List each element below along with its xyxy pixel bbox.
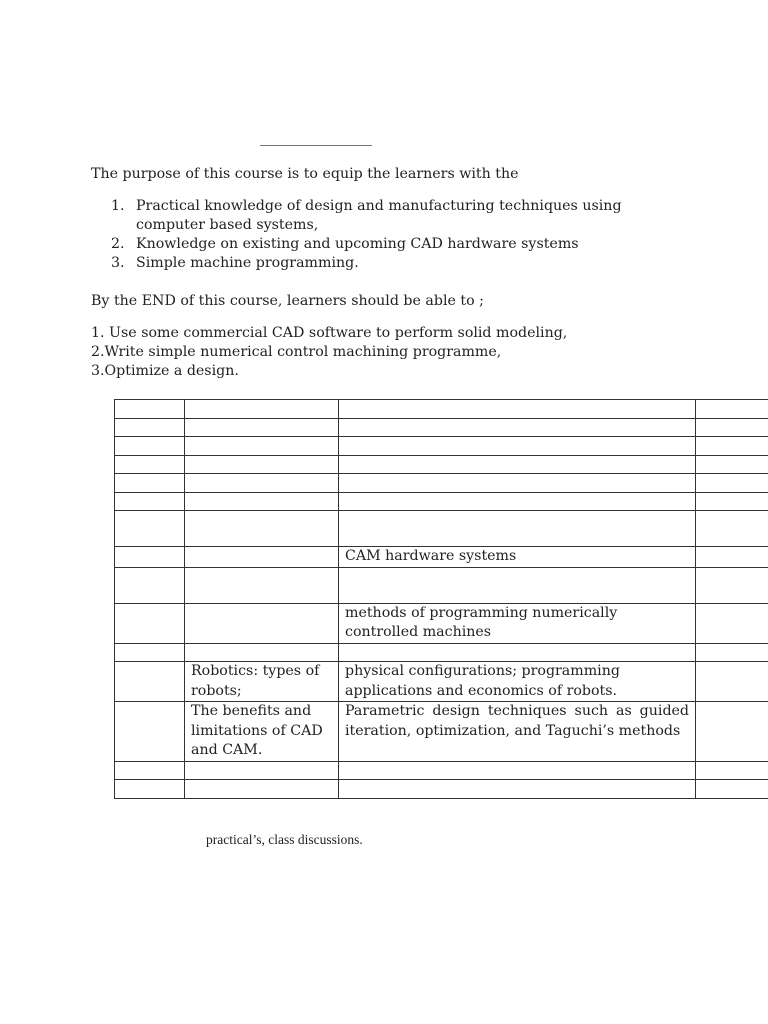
list-item-text: Simple machine programming. [136,255,359,271]
table-cell [185,643,339,662]
table-cell [696,662,768,702]
table-cell [696,567,768,603]
table-cell [696,418,768,437]
table-cell [115,455,185,474]
list-number: 3. [111,255,125,271]
learning-outcomes [91,324,567,381]
table-cell: The benefits and limitations of CAD and CAM. [185,702,339,762]
table-row [115,418,768,437]
table-cell [696,547,768,568]
table-cell: CAM hardware systems [339,547,696,568]
list-number: 1. [111,198,125,214]
table-cell [696,400,768,419]
table-cell [185,455,339,474]
table-cell [696,603,768,643]
table-row [115,702,768,762]
outcome-line: 1. Use some commercial CAD software to perform solid modeling, [91,325,568,341]
table-cell [185,761,339,780]
table-cell [115,492,185,511]
table-row [115,437,768,456]
table-cell [115,603,185,643]
table-cell [339,400,696,419]
table-cell [696,455,768,474]
table-cell [115,643,185,662]
teaching-methods-note: practical’s, class discussions. [206,832,363,847]
table-cell [185,400,339,419]
table-cell [115,400,185,419]
table-cell [696,761,768,780]
table-cell [696,780,768,799]
table-cell [696,643,768,662]
table-cell [696,511,768,547]
table-cell: Parametric design techniques such as guided iteration, optimization, and Taguchi’s methods [339,702,696,762]
table-cell [339,567,696,603]
table-cell [339,455,696,474]
table-row [115,547,768,568]
table-cell [339,761,696,780]
table-row [115,400,768,419]
table-cell [339,780,696,799]
list-item-text: Practical knowledge of design and manufacturing techniques using computer based systems, [136,198,622,233]
table-cell: methods of programming numerically controlled machines [339,603,696,643]
table-cell [185,567,339,603]
table-cell [115,437,185,456]
table-row [115,662,768,702]
list-item [91,197,671,235]
hyperlink-underline[interactable] [260,145,372,146]
table-cell [185,437,339,456]
table-row [115,780,768,799]
table-row [115,567,768,603]
outcomes-intro: By the END of this course, learners should be able to ; [91,293,484,309]
list-number: 2. [111,236,125,252]
table-cell [115,567,185,603]
table-row [115,511,768,547]
table-cell [339,418,696,437]
table-cell [339,437,696,456]
table-row [115,492,768,511]
table-cell: physical configurations; programming applications and economics of robots. [339,662,696,702]
course-goals-list [91,197,671,273]
list-item-text: Knowledge on existing and upcoming CAD hardware systems [136,236,579,252]
outcome-line: 3.Optimize a design. [91,363,239,379]
table-cell [185,418,339,437]
table-cell [115,702,185,762]
table-cell [185,547,339,568]
table-row [115,761,768,780]
table-row [115,643,768,662]
table-row [115,474,768,493]
outcome-line: 2.Write simple numerical control machining programme, [91,344,502,360]
table-cell [115,780,185,799]
table-cell [115,547,185,568]
table-cell [339,474,696,493]
table-cell [185,780,339,799]
table-cell [115,761,185,780]
table-cell [696,437,768,456]
table-cell [696,474,768,493]
table-cell [185,511,339,547]
table-cell [696,492,768,511]
table-cell [185,492,339,511]
table-cell [115,418,185,437]
list-item [91,235,671,254]
table-row [115,603,768,643]
table-cell [339,511,696,547]
table-cell [115,511,185,547]
table-cell [115,474,185,493]
list-item [91,254,671,273]
course-units-table [114,399,768,799]
table-cell [115,662,185,702]
table-cell [185,603,339,643]
intro-text: The purpose of this course is to equip the learners with the [91,166,519,182]
table-row [115,455,768,474]
table-cell [339,643,696,662]
table-cell [696,702,768,762]
table-cell [185,474,339,493]
table-cell: Robotics: types of robots; [185,662,339,702]
table-cell [339,492,696,511]
